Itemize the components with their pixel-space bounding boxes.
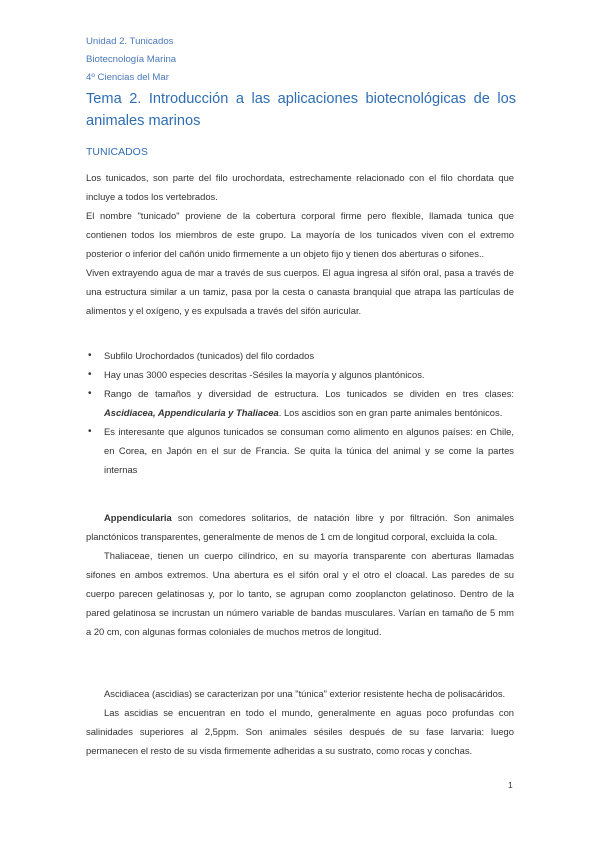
bullet-text-3-post: . Los ascidios son en gran parte animales bentónicos.: [278, 407, 503, 418]
bullet-text-3-pre: Rango de tamaños y diversidad de estructura. Los tunicados se dividen en tres clases:: [104, 388, 514, 399]
intro-paragraph-2: El nombre "tunicado" proviene de la cobertura corporal firme pero flexible, llamada tunica que contienen todos los miembros de este grupo. La mayoría de los tunicados viven con el extremo posterior o inferior del cañón unido firmemente a un objeto fijo y tienen dos aberturas o sifones..: [86, 210, 514, 259]
page-number: 1: [508, 780, 513, 790]
bullet-text-2: Hay unas 3000 especies descritas -Sésiles la mayoría y algunos plantónicos.: [104, 369, 425, 380]
bullet-list: [86, 346, 514, 479]
header-course: Biotecnología Marina: [86, 54, 177, 65]
ascidiacea-block: [86, 684, 514, 760]
header-unit: Unidad 2. Tunicados: [86, 36, 174, 47]
bullet-text-4: Es interesante que algunos tunicados se consuman como alimento en algunos países: en Chile, en Corea, en Japón en el sur de Francia. Se quita la túnica del animal y se come la partes internas: [104, 426, 514, 475]
ascidiacea-paragraph-1: Ascidiacea (ascidias) se caracterizan por una "túnica" exterior resistente hecha de polisacáridos.: [104, 688, 506, 699]
bullet-classes: Ascidiacea, Appendicularia y Thaliacea: [104, 407, 279, 418]
intro-paragraph-3: Viven extrayendo agua de mar a través de sus cuerpos. El agua ingresa al sifón oral, pasa a través de una estructura similar a un tamiz, pasa por la cesta o canasta branquial que atrapa las partículas de alimentos y el oxígeno, y es expulsada a través del sifón auricular.: [86, 267, 514, 316]
appendicularia-term: Appendicularia: [104, 512, 172, 523]
section-heading: TUNICADOS: [86, 146, 148, 158]
bullet-item-4: [86, 422, 514, 479]
appendicularia-text: son comedores solitarios, de natación libre y por filtración. Son animales planctónicos transparentes, generalmente de menos de 1 cm de longitud corporal, excluida la cola.: [86, 512, 514, 542]
bullet-item-2: [86, 365, 514, 384]
thaliaceae-paragraph: Thaliaceae, tienen un cuerpo cilíndrico, en su mayoría transparente con aberturas llamadas sifones en ambos extremos. Una abertura es el sifón oral y el otro el cloacal. Las paredes de su cuerpo parecen gelatinosas y, por lo tanto, se agrupan como zooplancton gelatinoso. Dentro de la pared gelatinosa se incrustan un número variable de bandas musculares. Varían en tamaño de 5 mm a 20 cm, con algunas formas coloniales de muchos metros de longitud.: [86, 550, 514, 637]
appendicularia-paragraph: [86, 508, 514, 546]
bullet-text-1: Subfilo Urochordados (tunicados) del filo cordados: [104, 350, 315, 361]
ascidiacea-paragraph-2: Las ascidias se encuentran en todo el mundo, generalmente en aguas poco profundas con salinidades superiores al 2,5ppm. Son animales sésiles después de su fase larvaria: luego permanecen el resto de su visda firmemente adheridas a su sustrato, como rocas y conchas.: [86, 707, 514, 756]
bullet-item-3: [86, 384, 514, 422]
classes-block: [86, 508, 514, 641]
header-degree: 4º Ciencias del Mar: [86, 72, 169, 83]
bullet-list-block: [86, 346, 514, 479]
intro-paragraph-1: Los tunicados, son parte del filo urochordata, estrechamente relacionado con el filo chordata que incluye a todos los vertebrados.: [86, 172, 514, 202]
bullet-item-1: [86, 346, 514, 365]
intro-block: [86, 168, 514, 320]
page-title: Tema 2. Introducción a las aplicaciones biotecnológicas de los animales marinos: [86, 91, 516, 129]
